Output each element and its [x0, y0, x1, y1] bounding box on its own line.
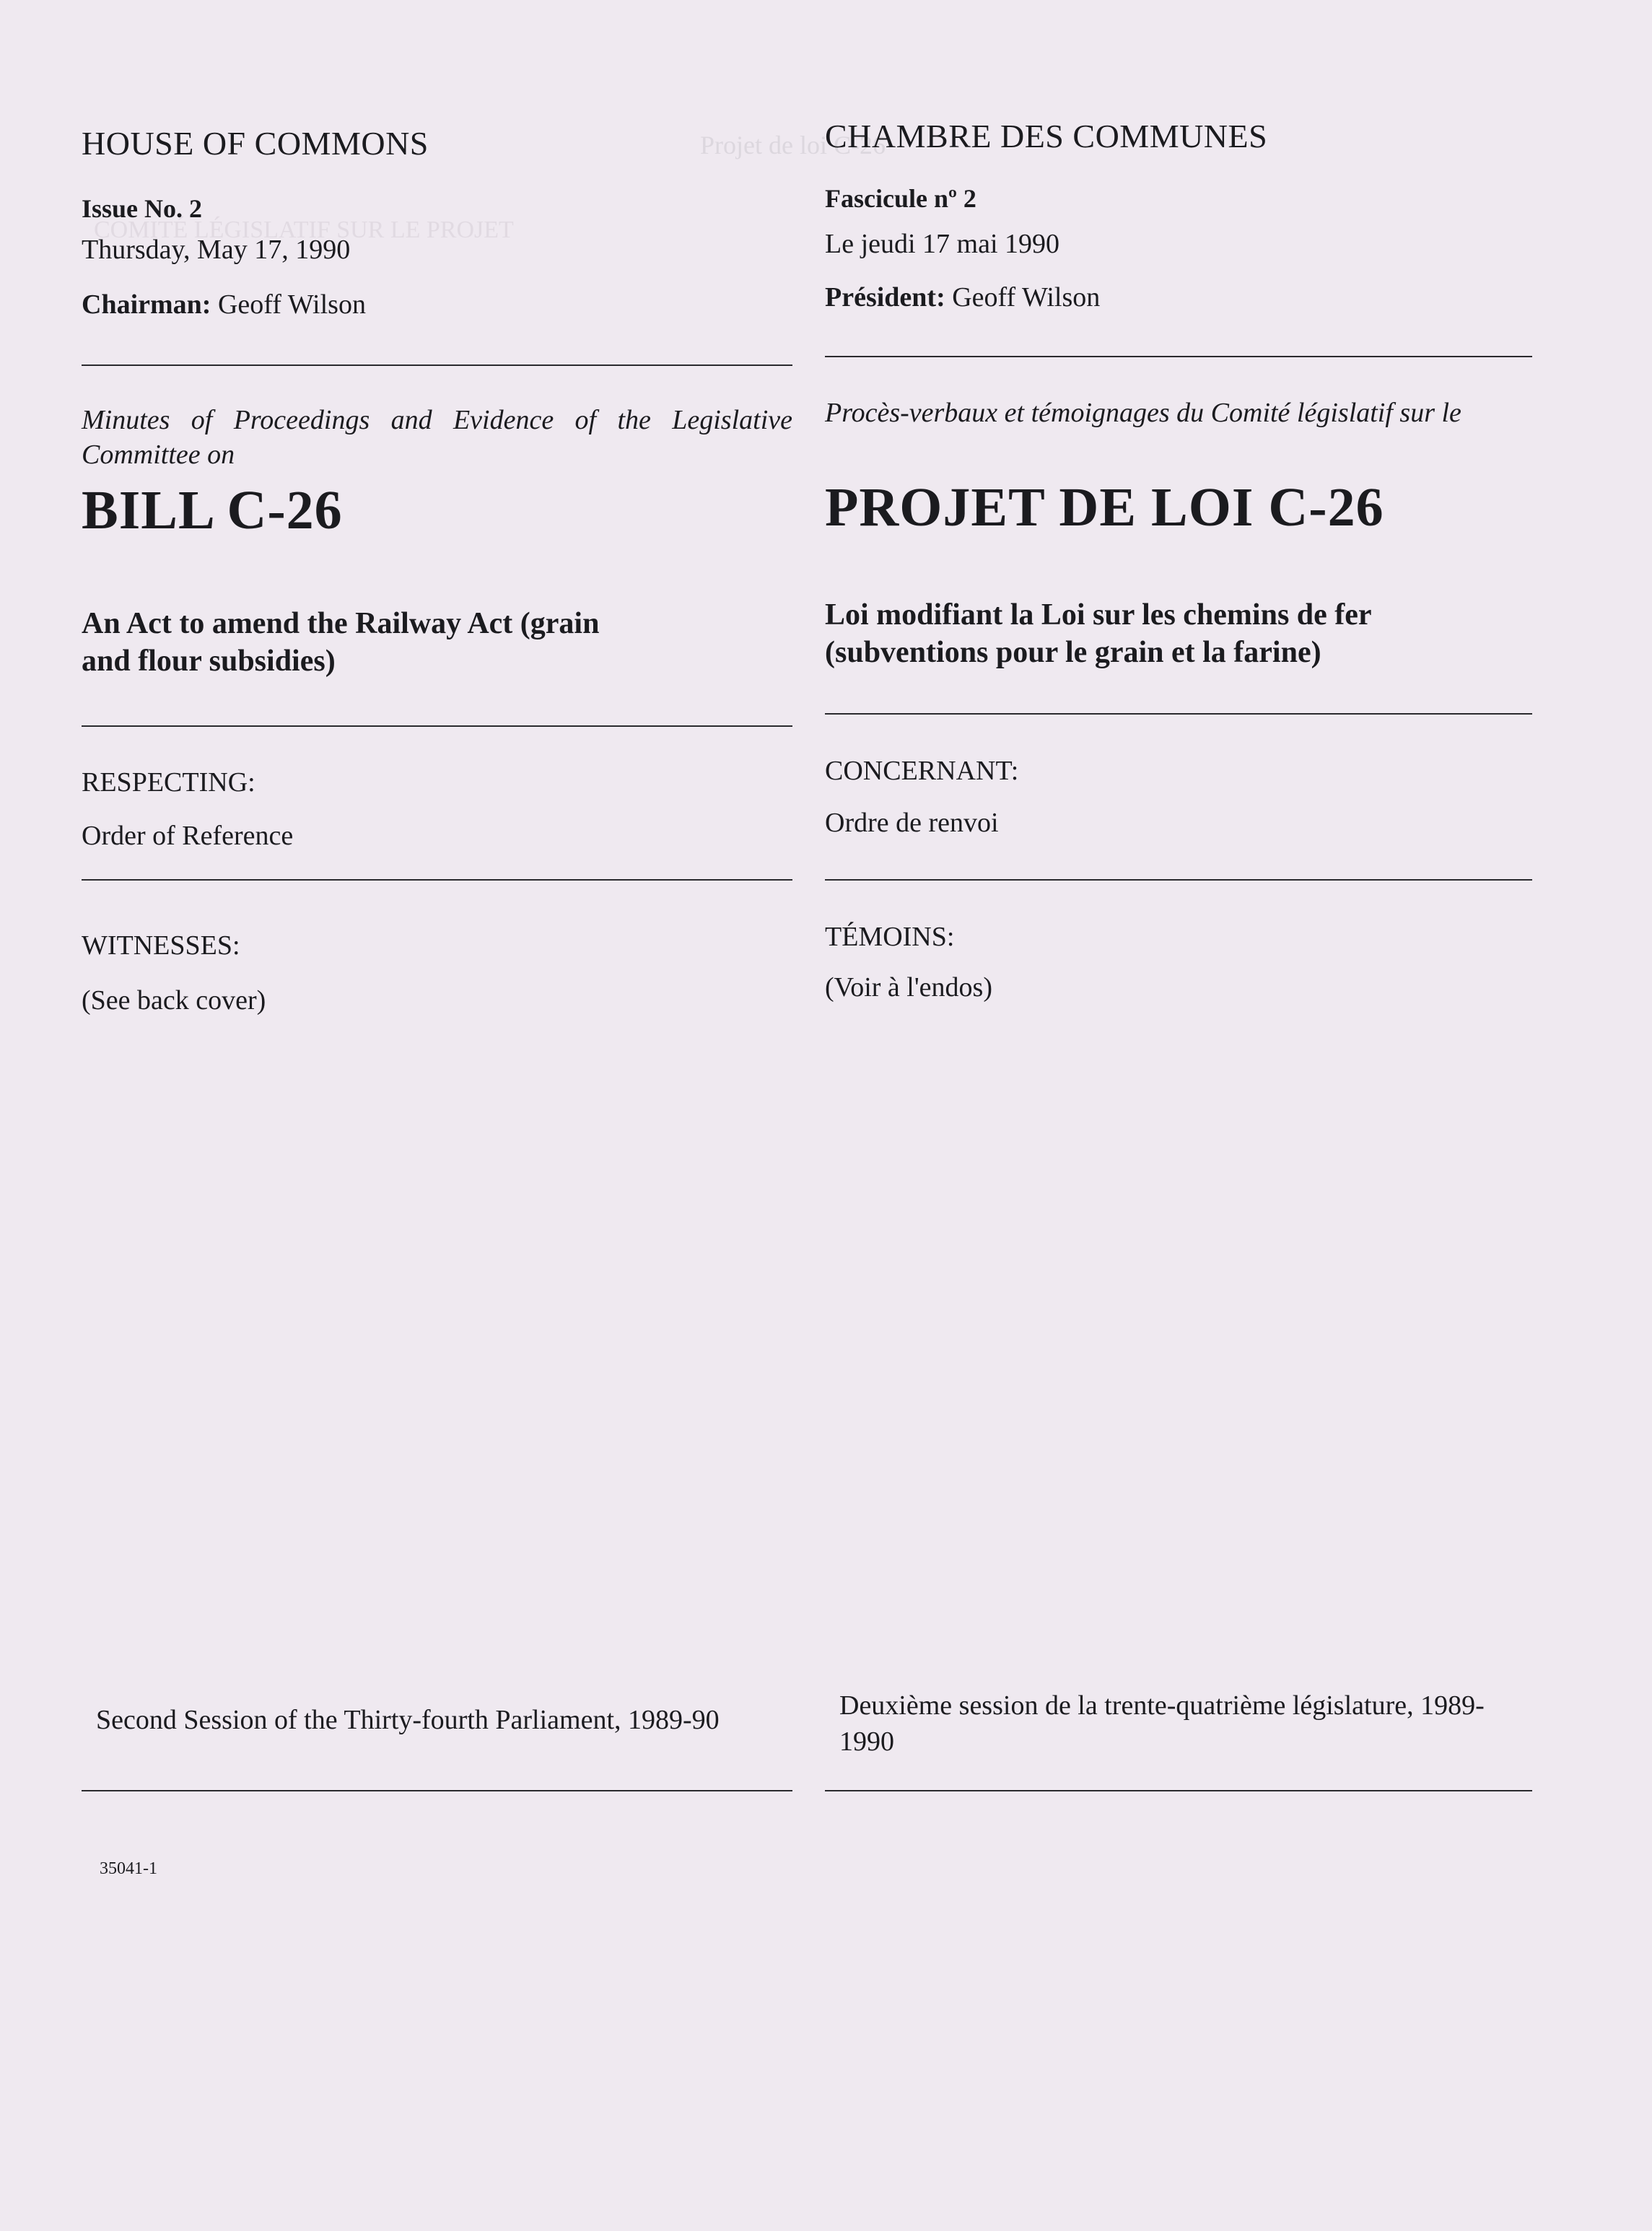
witnesses-value: (Voir à l'endos) — [825, 972, 992, 1003]
divider — [825, 1790, 1532, 1791]
respecting-label: CONCERNANT: — [825, 756, 1019, 786]
divider — [825, 879, 1532, 881]
witnesses-label: WITNESSES: — [82, 930, 240, 961]
chairman-label: Chairman: — [82, 289, 211, 320]
document-code: 35041-1 — [100, 1859, 157, 1878]
witnesses-label: TÉMOINS: — [825, 922, 955, 952]
bleed-through-text: COMITÉ LÉGISLATIF SUR LE PROJET — [94, 217, 514, 243]
divider — [82, 1790, 792, 1791]
chairman-name: Geoff Wilson — [217, 289, 366, 320]
issue-number: Issue No. 2 — [82, 194, 203, 223]
chairman-line — [825, 281, 1100, 313]
respecting-value: Ordre de renvoi — [825, 808, 999, 838]
session-note: Second Session of the Thirty-fourth Parliament, 1989-90 — [96, 1705, 720, 1735]
respecting-value: Order of Reference — [82, 821, 294, 851]
respecting-label: RESPECTING: — [82, 767, 255, 798]
bill-title: BILL C-26 — [82, 480, 343, 541]
chairman-label: Président: — [825, 282, 945, 313]
act-title: An Act to amend the Railway Act (grain and flour subsidies) — [82, 607, 600, 678]
bleed-through-text: Projet de loi C-26 — [700, 131, 886, 160]
issue-number: Fascicule nº 2 — [825, 184, 976, 213]
chairman-name: Geoff Wilson — [952, 282, 1101, 313]
divider — [825, 713, 1532, 715]
act-title: Loi modifiant la Loi sur les chemins de fer (subventions pour le grain et la farine) — [825, 598, 1371, 669]
meeting-date: Thursday, May 17, 1990 — [82, 235, 351, 265]
divider — [82, 725, 792, 727]
meeting-date: Le jeudi 17 mai 1990 — [825, 229, 1060, 259]
bill-title: PROJET DE LOI C-26 — [825, 477, 1384, 538]
house-title: CHAMBRE DES COMMUNES — [825, 118, 1268, 154]
divider — [82, 364, 792, 366]
house-title: HOUSE OF COMMONS — [82, 125, 429, 162]
witnesses-value: (See back cover) — [82, 985, 266, 1016]
divider — [825, 356, 1532, 357]
divider — [82, 879, 792, 881]
minutes-heading: Procès-verbaux et témoignages du Comité législatif sur le — [825, 398, 1461, 428]
session-note: Deuxième session de la trente-quatrième législature, 1989-1990 — [839, 1690, 1485, 1757]
chairman-line — [82, 289, 366, 320]
minutes-heading: Minutes of Proceedings and Evidence of the Legislative Committee on — [82, 405, 792, 470]
